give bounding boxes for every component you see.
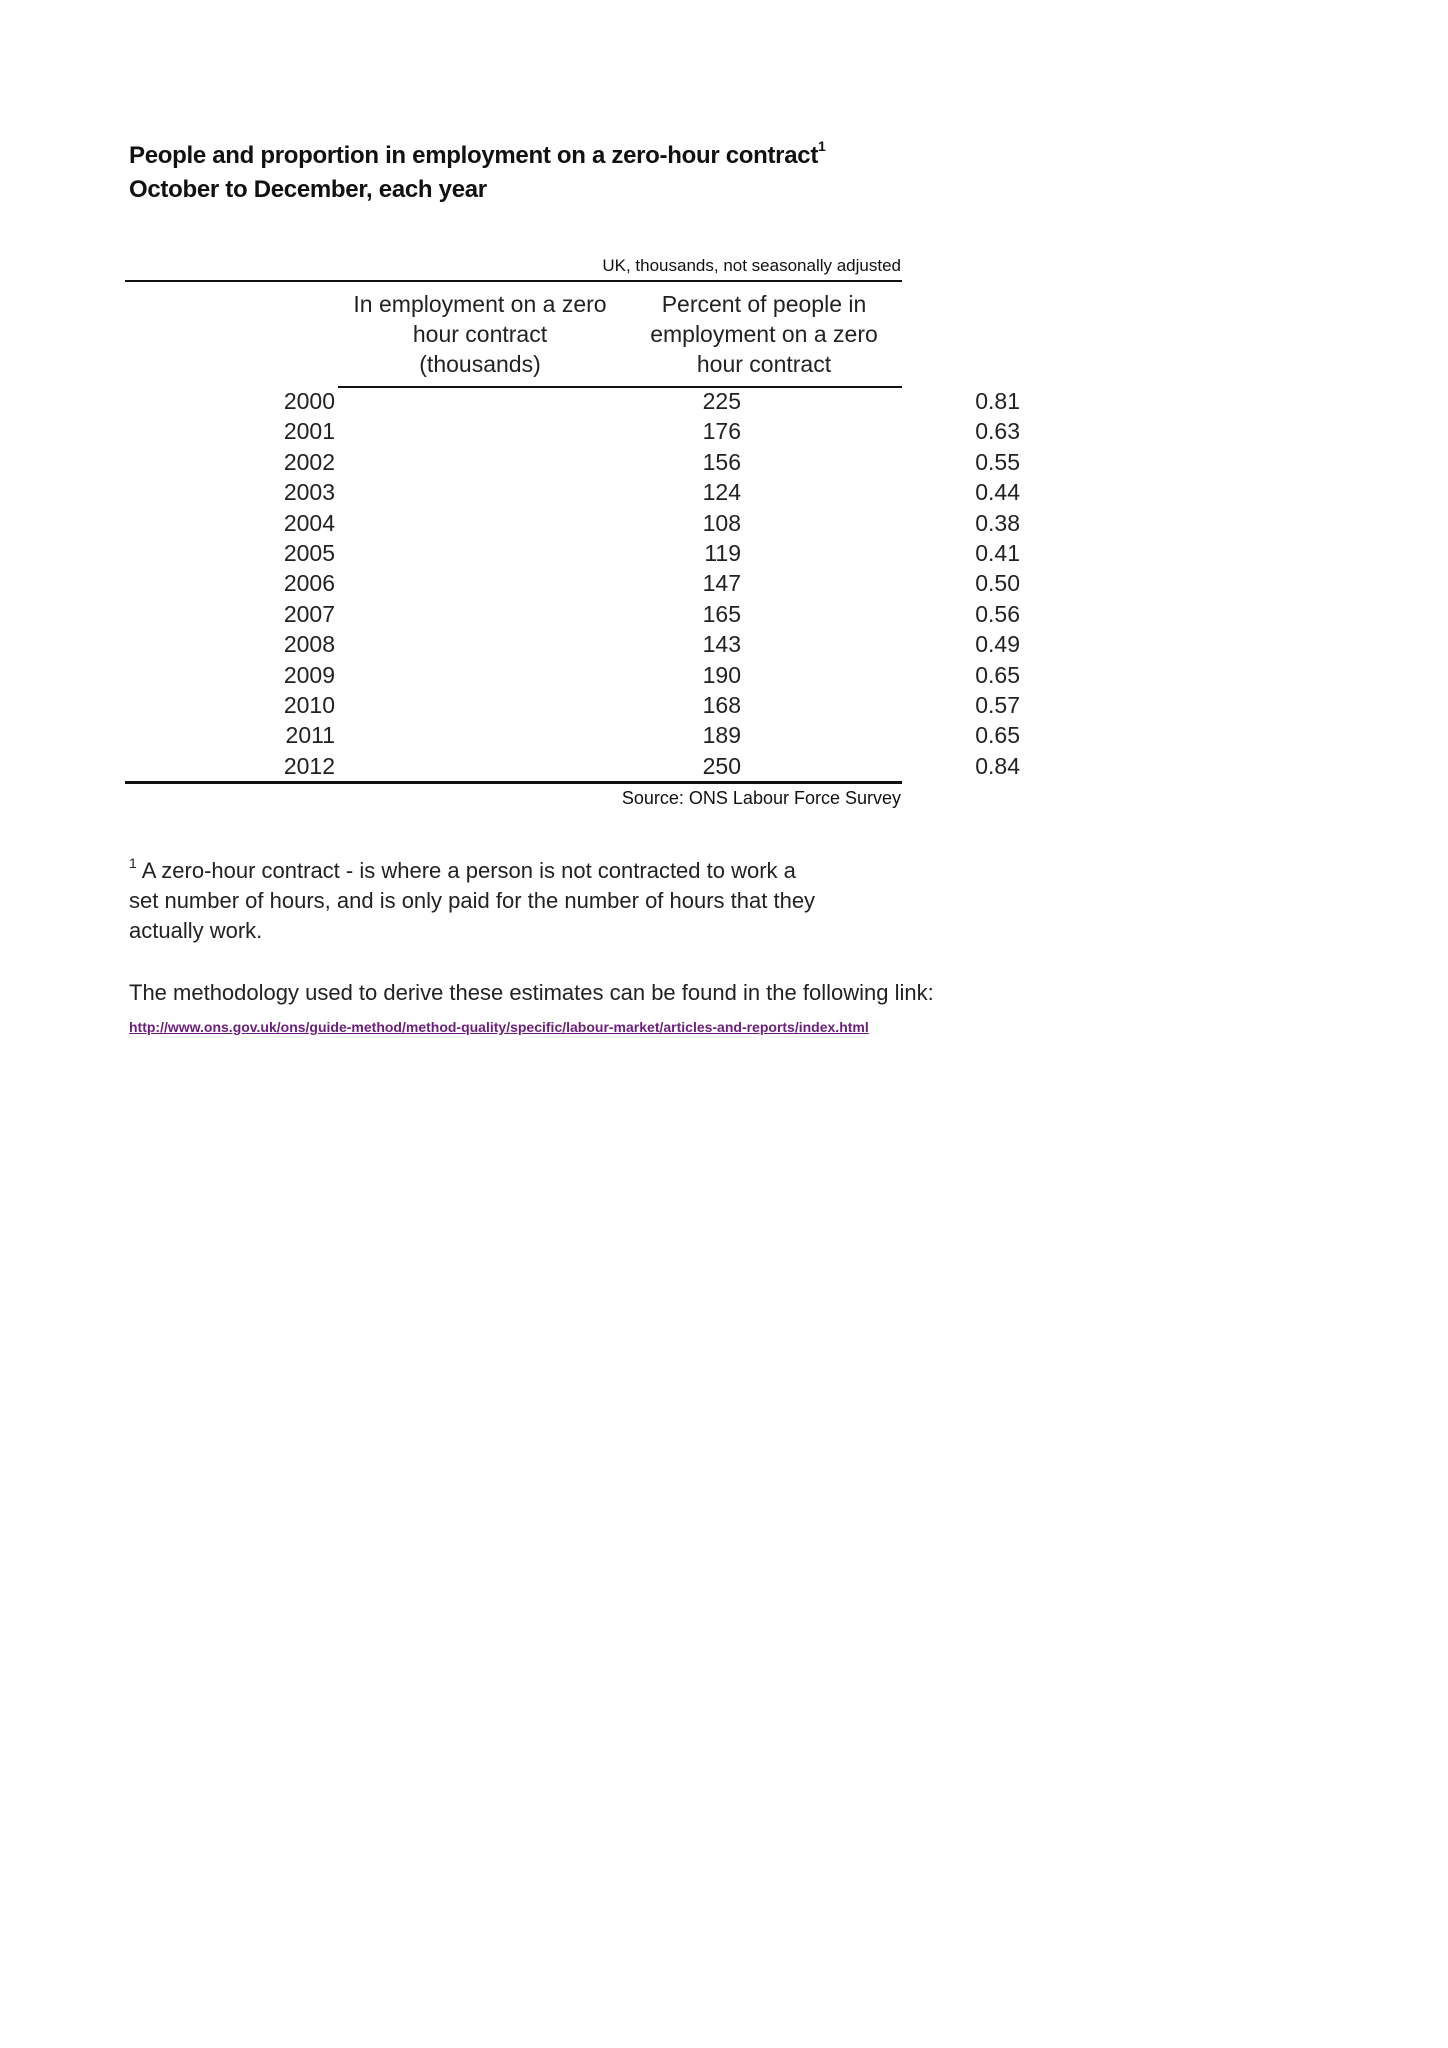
column-header-line: Percent of people in xyxy=(661,291,867,317)
table-body xyxy=(125,386,1020,781)
thousands-cell: 190 xyxy=(702,661,741,688)
document-title xyxy=(129,139,1029,207)
column-header-percent xyxy=(626,289,902,379)
column-header-line: In employment on a zero xyxy=(353,291,607,317)
table-row xyxy=(125,599,1020,629)
thousands-cell: 165 xyxy=(702,600,741,627)
percent-cell: 0.63 xyxy=(975,418,1020,445)
column-header-line: hour contract xyxy=(696,351,832,377)
year-cell: 2008 xyxy=(283,631,335,658)
percent-cell: 0.41 xyxy=(975,539,1020,566)
year-cell: 2012 xyxy=(283,752,335,779)
column-header-line: (thousands) xyxy=(419,351,541,377)
year-cell: 2000 xyxy=(283,388,335,414)
title-line-2: October to December, each year xyxy=(129,176,487,203)
table-row xyxy=(125,660,1020,690)
year-cell: 2011 xyxy=(285,722,335,749)
table-row xyxy=(125,568,1020,598)
footnote-line: set number of hours, and is only paid for the number of hours that they xyxy=(129,888,816,913)
thousands-cell: 124 xyxy=(702,479,741,506)
table-row xyxy=(125,538,1020,568)
percent-cell: 0.55 xyxy=(975,448,1020,475)
source-note: Source: ONS Labour Force Survey xyxy=(621,788,901,808)
footnote-text: A zero-hour contract - is where a person is not contracted to work a xyxy=(136,858,796,883)
percent-cell: 0.49 xyxy=(975,631,1020,658)
thousands-cell: 168 xyxy=(702,691,741,718)
title-text: People and proportion in employment on a zero-hour contract xyxy=(129,142,819,169)
methodology-link[interactable]: http://www.ons.gov.uk/ons/guide-method/method-quality/specific/labour-market/articles-and-reports/index.html xyxy=(129,1019,869,1035)
year-cell: 2001 xyxy=(283,418,335,445)
percent-cell: 0.57 xyxy=(975,691,1020,718)
thousands-cell: 225 xyxy=(702,388,741,414)
table-row xyxy=(125,629,1020,659)
percent-cell: 0.65 xyxy=(975,722,1020,749)
table-row xyxy=(125,720,1020,750)
percent-cell: 0.38 xyxy=(975,509,1020,536)
table-row xyxy=(125,447,1020,477)
percent-cell: 0.65 xyxy=(975,661,1020,688)
table-bottom-rule xyxy=(125,781,902,784)
title-line-1 xyxy=(129,139,1029,173)
year-cell: 2005 xyxy=(283,539,335,566)
column-header-line: hour contract xyxy=(412,321,548,347)
percent-cell: 0.84 xyxy=(975,752,1020,779)
table-row xyxy=(125,690,1020,720)
year-cell: 2007 xyxy=(283,600,335,627)
table-row xyxy=(125,477,1020,507)
thousands-cell: 147 xyxy=(702,570,741,597)
percent-cell: 0.44 xyxy=(975,479,1020,506)
column-header-thousands xyxy=(338,289,622,379)
year-cell: 2004 xyxy=(283,509,335,536)
thousands-cell: 250 xyxy=(702,752,741,779)
year-cell: 2006 xyxy=(283,570,335,597)
percent-cell: 0.50 xyxy=(975,570,1020,597)
table-row xyxy=(125,508,1020,538)
table-row xyxy=(125,386,1020,416)
footnote xyxy=(129,856,909,946)
table-row xyxy=(125,416,1020,446)
thousands-cell: 143 xyxy=(702,631,741,658)
thousands-cell: 176 xyxy=(702,418,741,445)
column-header-line: employment on a zero xyxy=(650,321,878,347)
table-row xyxy=(125,751,1020,781)
title-footnote-marker: 1 xyxy=(818,138,826,154)
footnote-line: actually work. xyxy=(129,918,263,943)
year-cell: 2002 xyxy=(283,448,335,475)
thousands-cell: 119 xyxy=(704,539,741,566)
footnote-line xyxy=(129,856,909,886)
thousands-cell: 108 xyxy=(702,509,741,536)
units-note: UK, thousands, not seasonally adjusted xyxy=(602,256,901,275)
year-cell: 2010 xyxy=(283,691,335,718)
table-top-rule xyxy=(125,280,902,282)
footnote-marker: 1 xyxy=(129,854,137,871)
thousands-cell: 156 xyxy=(702,448,741,475)
percent-cell: 0.56 xyxy=(975,600,1020,627)
thousands-cell: 189 xyxy=(702,722,741,749)
year-cell: 2009 xyxy=(283,661,335,688)
year-cell: 2003 xyxy=(283,479,335,506)
methodology-text: The methodology used to derive these estimates can be found in the following link: xyxy=(129,980,934,1005)
percent-cell: 0.81 xyxy=(975,388,1020,414)
